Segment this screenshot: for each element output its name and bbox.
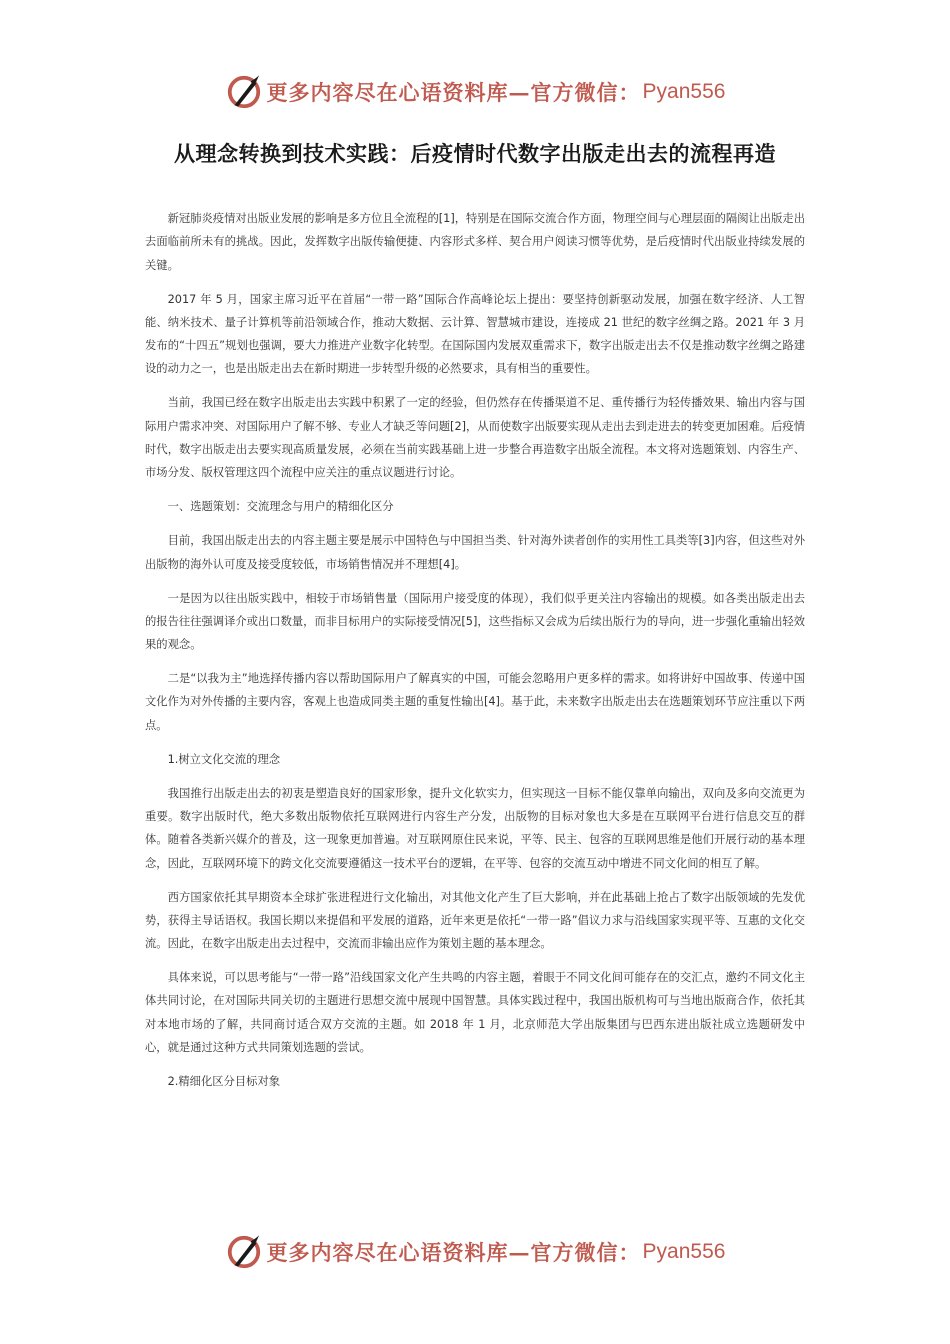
section-heading-1: 一、选题策划：交流理念与用户的精细化区分 — [167, 500, 394, 514]
banner-text: 更多内容尽在心语资料库—官方微信： — [266, 80, 641, 105]
subheading-1: 1.树立文化交流的理念 — [167, 752, 281, 766]
paragraph-8: 西方国家依托其早期资本全球扩张进程进行文化输出，对其他文化产生了巨大影响，并在此基础上抢占了数字出版领域的先发优势，获得主导话语权。我国长期以来提倡和平发展的道路，近年来更是依托“一带一路”倡议力求与沿线国家实现平等、互惠的文化交流。因此，在数字出版走出去过程中，交流而非输出应作为策划主题的基本理念。 — [145, 890, 805, 951]
quill-logo-icon — [225, 73, 263, 111]
wechat-id: Pyan556 — [642, 1240, 726, 1263]
banner-text: 更多内容尽在心语资料库—官方微信： — [266, 1240, 641, 1265]
paragraph-1: 新冠肺炎疫情对出版业发展的影响是多方位且全流程的[1]，特别是在国际交流合作方面，物理空间与心理层面的隔阂让出版走出去面临前所未有的挑战。因此，发挥数字出版传输便捷、内容形式多样、契合用户阅读习惯等优势，是后疫情时代出版业持续发展的关键。 — [145, 212, 805, 272]
paragraph-2: 2017 年 5 月，国家主席习近平在首届“一带一路”国际合作高峰论坛上提出：要坚持创新驱动发展，加强在数字经济、人工智能、纳米技术、量子计算机等前沿领域合作，推动大数据、云计算、智慧城市建设，连接成 21 世纪的数字丝绸之路。2021 年 3 月发布的“十四五”规划也强调，要大力推进产业数字化转型。在国际国内发展双重需求下，数字出版走出去不仅是推动数字丝绸之路建设的动力之一，也是出版走出去在新时期进一步转型升级的必然要求，具有相当的重要性。 — [145, 292, 805, 376]
paragraph-4: 目前，我国出版走出去的内容主题主要是展示中国特色与中国担当类、针对海外读者创作的实用性工具类等[3]内容，但这些对外出版物的海外认可度及接受度较低，市场销售情况并不理想[4]。 — [145, 534, 805, 571]
paragraph-9: 具体来说，可以思考能与“一带一路”沿线国家文化产生共鸣的内容主题，着眼于不同文化间可能存在的交汇点，邀约不同文化主体共同讨论，在对国际共同关切的主题进行思想交流中展现中国智慧。具体实践过程中，我国出版机构可与当地出版商合作，依托其对本地市场的了解，共同商讨适合双方交流的主题。如 2018 年 1 月，北京师范大学出版集团与巴西东进出版社成立选题研发中心，就是通过这种方式共同策划选题的尝试。 — [145, 971, 805, 1055]
article-title: 从理念转换到技术实践：后疫情时代数字出版走出去的流程再造 — [174, 142, 776, 166]
header-banner — [0, 72, 950, 112]
paragraph-7: 我国推行出版走出去的初衷是塑造良好的国家形象，提升文化软实力，但实现这一目标不能仅靠单向输出，双向及多向交流更为重要。数字出版时代，绝大多数出版物依托互联网进行内容生产分发，出版物的目标对象也大多是在互联网平台进行信息交互的群体。随着各类新兴媒介的普及，这一现象更加普遍。对互联网原住民来说，平等、民主、包容的互联网思维是他们开展行动的基本理念，因此，互联网环境下的跨文化交流要遵循这一技术平台的逻辑，在平等、包容的交流互动中增进不同文化间的相互了解。 — [145, 786, 805, 870]
wechat-id: Pyan556 — [642, 80, 726, 103]
subheading-2: 2.精细化区分目标对象 — [167, 1075, 281, 1089]
quill-logo-icon — [225, 1233, 263, 1271]
paragraph-5: 一是因为以往出版实践中，相较于市场销售量（国际用户接受度的体现），我们似乎更关注内容输出的规模。如各类出版走出去的报告往往强调译介或出口数量，而非目标用户的实际接受情况[5]，这些指标又会成为后续出版行为的导向，进一步强化重输出轻效果的观念。 — [145, 591, 805, 652]
paragraph-6: 二是“以我为主”地选择传播内容以帮助国际用户了解真实的中国，可能会忽略用户更多样的需求。如将讲好中国故事、传递中国文化作为对外传播的主要内容，客观上也造成同类主题的重复性输出[4]。基于此，未来数字出版走出去在选题策划环节应注重以下两点。 — [145, 672, 805, 732]
paragraph-3: 当前，我国已经在数字出版走出去实践中积累了一定的经验，但仍然存在传播渠道不足、重传播行为轻传播效果、输出内容与国际用户需求冲突、对国际用户了解不够、专业人才缺乏等问题[2]，从而使数字出版要实现从走出去到走进去的转变更加困难。后疫情时代，数字出版走出去要实现高质量发展，必须在当前实践基础上进一步整合再造数字出版全流程。本文将对选题策划、内容生产、市场分发、版权管理这四个流程中应关注的重点议题进行讨论。 — [145, 396, 805, 480]
article-body — [145, 207, 805, 1104]
footer-banner — [0, 1232, 950, 1272]
